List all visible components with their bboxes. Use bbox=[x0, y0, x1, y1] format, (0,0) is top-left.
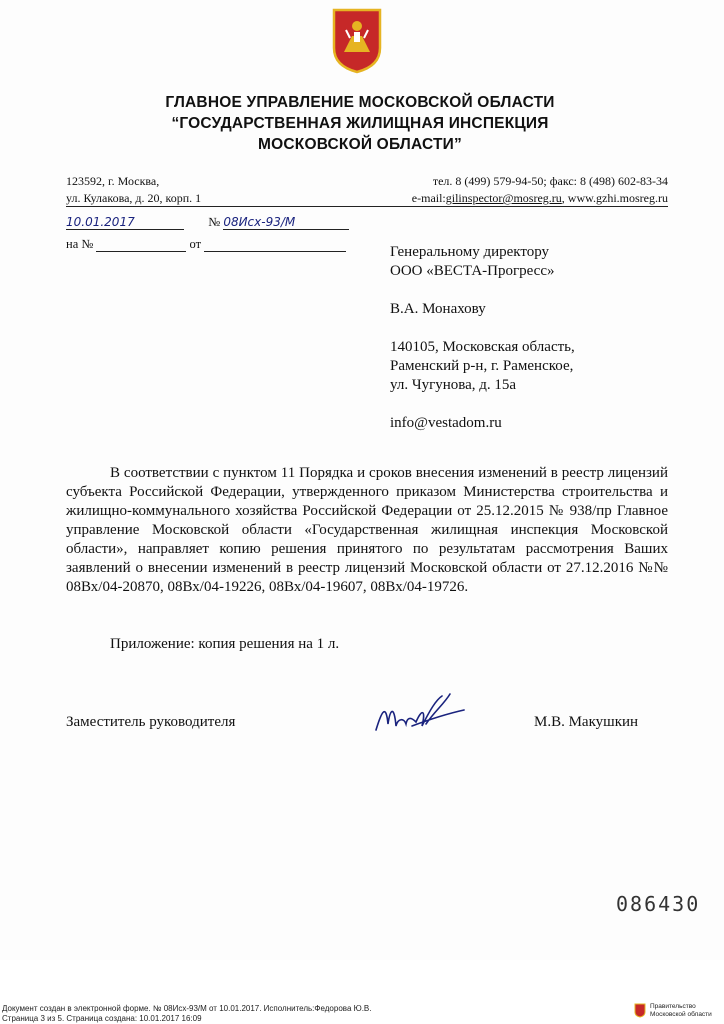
recipient-address-1: 140105, Московская область, bbox=[390, 339, 575, 355]
reply-from-label: от bbox=[189, 237, 202, 251]
sender-phones: тел. 8 (499) 579-94-50; факс: 8 (498) 602-83-34 bbox=[432, 174, 668, 188]
body-paragraph: В соответствии с пунктом 11 Порядка и сроков внесения изменений в реестр лицензий субъекта Российской Федерации, утвержденного приказом Министерства строительства и жилищно-коммунального хозяйства Российской Федерации от 25.12.2015 № 938/пр Главное управление Московской области «Государственная жилищная инспекция Московской области», направляет копию решения принятого по результатам рассмотрения Ваших заявлений о внесении изменений в реестр лицензий Московской области от 27.12.2016 №№ 08Вх/04-20870, 08Вх/04-19226, 08Вх/04-19607, 08Вх/04-19726. bbox=[66, 465, 668, 595]
email-prefix: e-mail: bbox=[411, 191, 446, 205]
reply-number-label: на № bbox=[66, 237, 94, 251]
number-label: № bbox=[208, 215, 221, 229]
recipient-address-2: Раменский р-н, г. Раменское, bbox=[390, 358, 574, 374]
registration-number: 08Исх-93/М bbox=[223, 215, 296, 229]
recipient-block bbox=[390, 243, 575, 433]
signatory-name: М.В. Макушкин bbox=[534, 714, 639, 730]
sender-website: , www.gzhi.mosreg.ru bbox=[561, 191, 668, 205]
sender-address-line-1: 123592, г. Москва, bbox=[66, 174, 160, 188]
recipient-email[interactable]: info@vestadom.ru bbox=[390, 415, 502, 431]
footer-line-2: Страница 3 из 5. Страница создана: 10.01.2017 16:09 bbox=[2, 1014, 202, 1023]
footer-text bbox=[2, 1004, 371, 1024]
reply-date-field bbox=[204, 237, 346, 252]
government-logo-text bbox=[650, 1003, 712, 1018]
recipient-address-3: ул. Чугунова, д. 15а bbox=[390, 377, 517, 393]
registration-date: 10.01.2017 bbox=[66, 215, 135, 229]
sender-contacts bbox=[412, 173, 668, 207]
document-serial-number: 086430 bbox=[616, 892, 701, 916]
coat-of-arms-icon bbox=[330, 8, 384, 74]
registration-date-field bbox=[66, 215, 184, 230]
recipient-position: Генеральному директору bbox=[390, 244, 550, 260]
registration-number-field bbox=[223, 215, 349, 230]
recipient-name: В.А. Монахову bbox=[390, 301, 486, 317]
reply-number-field bbox=[96, 237, 186, 252]
signatory-title: Заместитель руководителя bbox=[66, 714, 236, 730]
footer-logo-line-1: Правительство bbox=[650, 1003, 696, 1010]
registration-line bbox=[66, 215, 349, 230]
footer-logo-line-2: Московской области bbox=[650, 1010, 712, 1018]
attachment-note: Приложение: копия решения на 1 л. bbox=[110, 636, 340, 652]
handwritten-signature-icon bbox=[372, 690, 468, 744]
organization-header bbox=[100, 92, 620, 155]
header-line-1: ГЛАВНОЕ УПРАВЛЕНИЕ МОСКОВСКОЙ ОБЛАСТИ bbox=[165, 94, 555, 111]
header-divider bbox=[66, 206, 668, 207]
sender-email-link[interactable]: gilinspector@mosreg.ru bbox=[445, 191, 562, 205]
government-logo bbox=[634, 1003, 712, 1018]
header-line-3: МОСКОВСКОЙ ОБЛАСТИ” bbox=[258, 136, 462, 153]
header-line-2: “ГОСУДАРСТВЕННАЯ ЖИЛИЩНАЯ ИНСПЕКЦИЯ bbox=[171, 115, 549, 132]
letter-body bbox=[66, 464, 668, 597]
sender-email-line bbox=[412, 190, 668, 207]
sender-address bbox=[66, 173, 201, 207]
footer-line-1: Документ создан в электронной форме. № 08Исх-93/М от 10.01.2017. Исполнитель:Федорова Ю.В. bbox=[2, 1004, 372, 1013]
sender-address-line-2: ул. Кулакова, д. 20, корп. 1 bbox=[66, 191, 202, 205]
recipient-company: ООО «ВЕСТА-Прогресс» bbox=[390, 263, 555, 279]
government-emblem-icon bbox=[634, 1003, 646, 1018]
reply-to-line bbox=[66, 237, 346, 252]
